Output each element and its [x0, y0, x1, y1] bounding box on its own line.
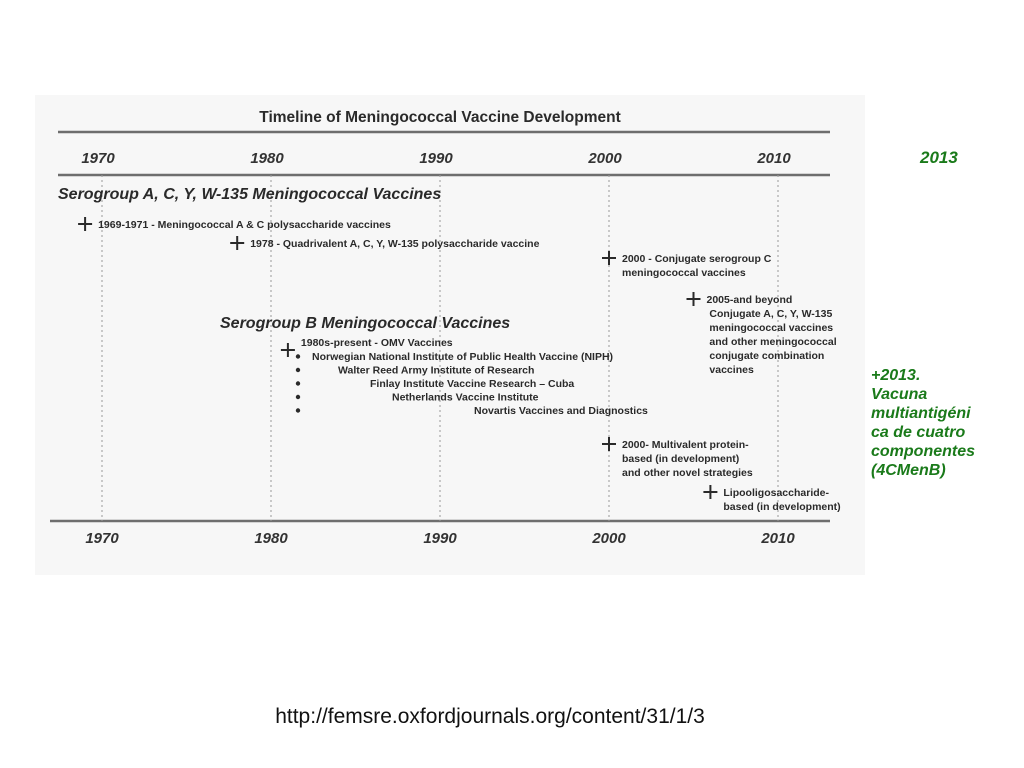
top-year-label: 1970 — [81, 150, 115, 167]
figure-title: Timeline of Meningococcal Vaccine Development — [259, 109, 621, 126]
event-label-line: 1969-1971 - Meningococcal A & C polysaccharide vaccines — [98, 219, 391, 231]
top-year-label: 2010 — [757, 150, 791, 167]
bottom-year-label: 1990 — [423, 530, 457, 547]
omv-bullet-item: Novartis Vaccines and Diagnostics — [474, 405, 648, 417]
annotation-line: +2013. — [871, 367, 921, 384]
event-label-line: meningococcal vaccines — [706, 322, 834, 334]
omv-bullet-item: Norwegian National Institute of Public Health Vaccine (NIPH) — [312, 351, 614, 363]
event-label-line: meningococcal vaccines — [622, 267, 746, 279]
bullet-dot — [296, 368, 300, 372]
event-label-line: 2000 - Conjugate serogroup C — [622, 253, 772, 265]
event-label-line: based (in development) — [622, 453, 740, 465]
bullet-dot — [296, 381, 300, 385]
event-label-line: and other novel strategies — [622, 467, 753, 479]
event-label — [622, 439, 753, 479]
bottom-year-label: 1970 — [85, 530, 119, 547]
omv-bullet-item: Walter Reed Army Institute of Research — [338, 364, 535, 377]
annotation-line: Vacuna — [871, 386, 928, 403]
bullet-dot — [296, 354, 300, 358]
source-url-link[interactable]: http://femsre.oxfordjournals.org/content/31/1/3 — [275, 705, 705, 728]
event-label-line: and other meningococcal — [706, 336, 837, 348]
section-acwy-title: Serogroup A, C, Y, W-135 Meningococcal Vaccines — [58, 186, 442, 203]
event-label — [250, 238, 539, 250]
event-label-line: 1978 - Quadrivalent A, C, Y, W-135 polysaccharide vaccine — [250, 238, 540, 250]
omv-bullet-item: Finlay Institute Vaccine Research – Cuba — [370, 378, 575, 390]
annotation-line: componentes — [871, 443, 976, 460]
event-label-line: 2005-and beyond — [706, 294, 793, 306]
annotation-line: (4CMenB) — [871, 462, 946, 479]
event-label-line: based (in development) — [723, 501, 841, 513]
event-label-line: Lipooligosaccharide- — [723, 487, 830, 499]
omv-bullet-item: Netherlands Vaccine Institute — [392, 391, 539, 404]
bullet-dot — [296, 395, 300, 399]
top-year-label: 1980 — [250, 150, 284, 167]
bottom-year-label: 1980 — [254, 530, 288, 547]
annotation-year: 2013 — [920, 148, 958, 167]
event-label — [98, 219, 391, 231]
bottom-year-label: 2010 — [761, 530, 795, 547]
event-label-line: 2000- Multivalent protein- — [622, 439, 749, 451]
event-label-line: conjugate combination — [706, 350, 825, 362]
bottom-year-label: 2000 — [592, 530, 626, 547]
top-year-label: 1990 — [419, 150, 453, 167]
top-year-label: 2000 — [588, 150, 622, 167]
omv-heading: 1980s-present - OMV Vaccines — [300, 337, 453, 349]
annotation-note — [871, 366, 1021, 480]
bullet-dot — [296, 408, 300, 412]
annotation-line: ca de cuatro — [871, 424, 966, 441]
section-b-title: Serogroup B Meningococcal Vaccines — [220, 315, 511, 332]
annotation-line: multiantigéni — [871, 405, 971, 422]
event-label-line: vaccines — [706, 364, 754, 376]
event-label-line: Conjugate A, C, Y, W-135 — [706, 308, 833, 320]
